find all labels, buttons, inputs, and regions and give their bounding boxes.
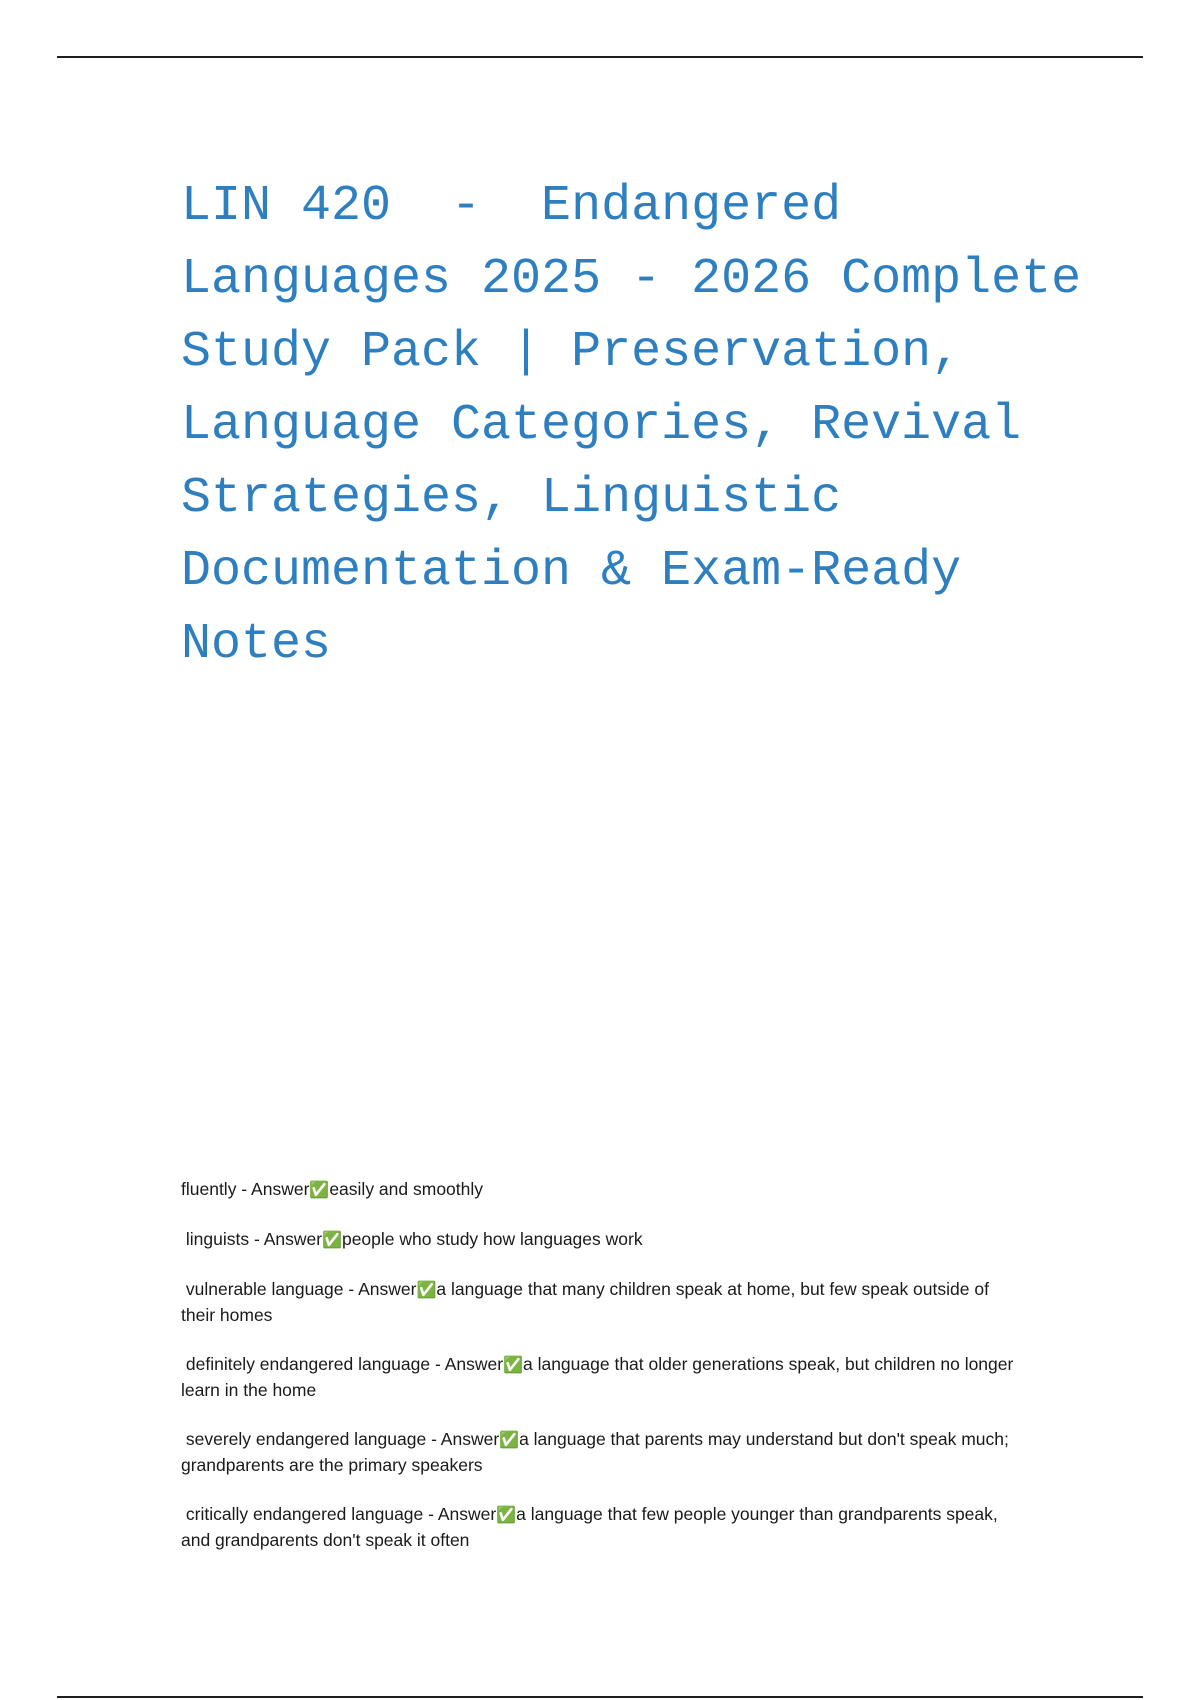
flashcard-item: [181, 1277, 1021, 1328]
answer-label: Answer: [444, 1354, 504, 1374]
check-mark-icon: ✅: [416, 1282, 437, 1299]
definition: easily and smoothly: [329, 1179, 484, 1199]
top-rule: [57, 56, 1143, 58]
title-line: LIN 420 - Endangered: [181, 178, 842, 235]
flashcard-item: [181, 1502, 1021, 1553]
term: critically endangered language -: [181, 1504, 438, 1524]
flashcard-item: [181, 1352, 1021, 1403]
flashcard-list: [181, 1177, 1021, 1577]
term: fluently -: [181, 1179, 252, 1199]
term: linguists -: [181, 1229, 264, 1249]
check-mark-icon: ✅: [499, 1432, 520, 1449]
answer-label: Answer: [251, 1179, 310, 1199]
title-line: Strategies, Linguistic: [181, 470, 842, 527]
check-mark-icon: ✅: [503, 1357, 523, 1374]
answer-label: Answer: [263, 1229, 323, 1249]
flashcard-item: [181, 1427, 1021, 1478]
definition: a language that older generations speak, but children no longer learn in the home: [181, 1354, 1019, 1400]
answer-label: Answer: [358, 1279, 417, 1299]
definition: a language that few people younger than grandparents speak, and grandparents don't speak it often: [181, 1504, 1003, 1550]
title-line: Language Categories, Revival: [181, 397, 1022, 454]
flashcard-item: [181, 1177, 1021, 1203]
check-mark-icon: ✅: [322, 1232, 342, 1249]
bottom-rule: [57, 1696, 1143, 1698]
title-line: Languages 2025 - 2026 Complete: [181, 251, 1082, 308]
answer-label: Answer: [440, 1429, 500, 1449]
title-line: Documentation & Exam-Ready: [181, 543, 962, 600]
term: severely endangered language -: [181, 1429, 441, 1449]
term: vulnerable language -: [181, 1279, 359, 1299]
check-mark-icon: ✅: [496, 1507, 517, 1524]
definition: a language that many children speak at home, but few speak outside of their homes: [181, 1279, 994, 1325]
definition: people who study how languages work: [341, 1229, 643, 1249]
answer-label: Answer: [437, 1504, 497, 1524]
title-line: Notes: [181, 616, 332, 673]
document-title: [181, 170, 1081, 681]
term: definitely endangered language -: [181, 1354, 445, 1374]
definition: a language that parents may understand but don't speak much; grandparents are the primary speakers: [181, 1429, 1014, 1475]
flashcard-item: [181, 1227, 1021, 1253]
check-mark-icon: ✅: [309, 1182, 330, 1199]
title-line: Study Pack | Preservation,: [181, 324, 962, 381]
